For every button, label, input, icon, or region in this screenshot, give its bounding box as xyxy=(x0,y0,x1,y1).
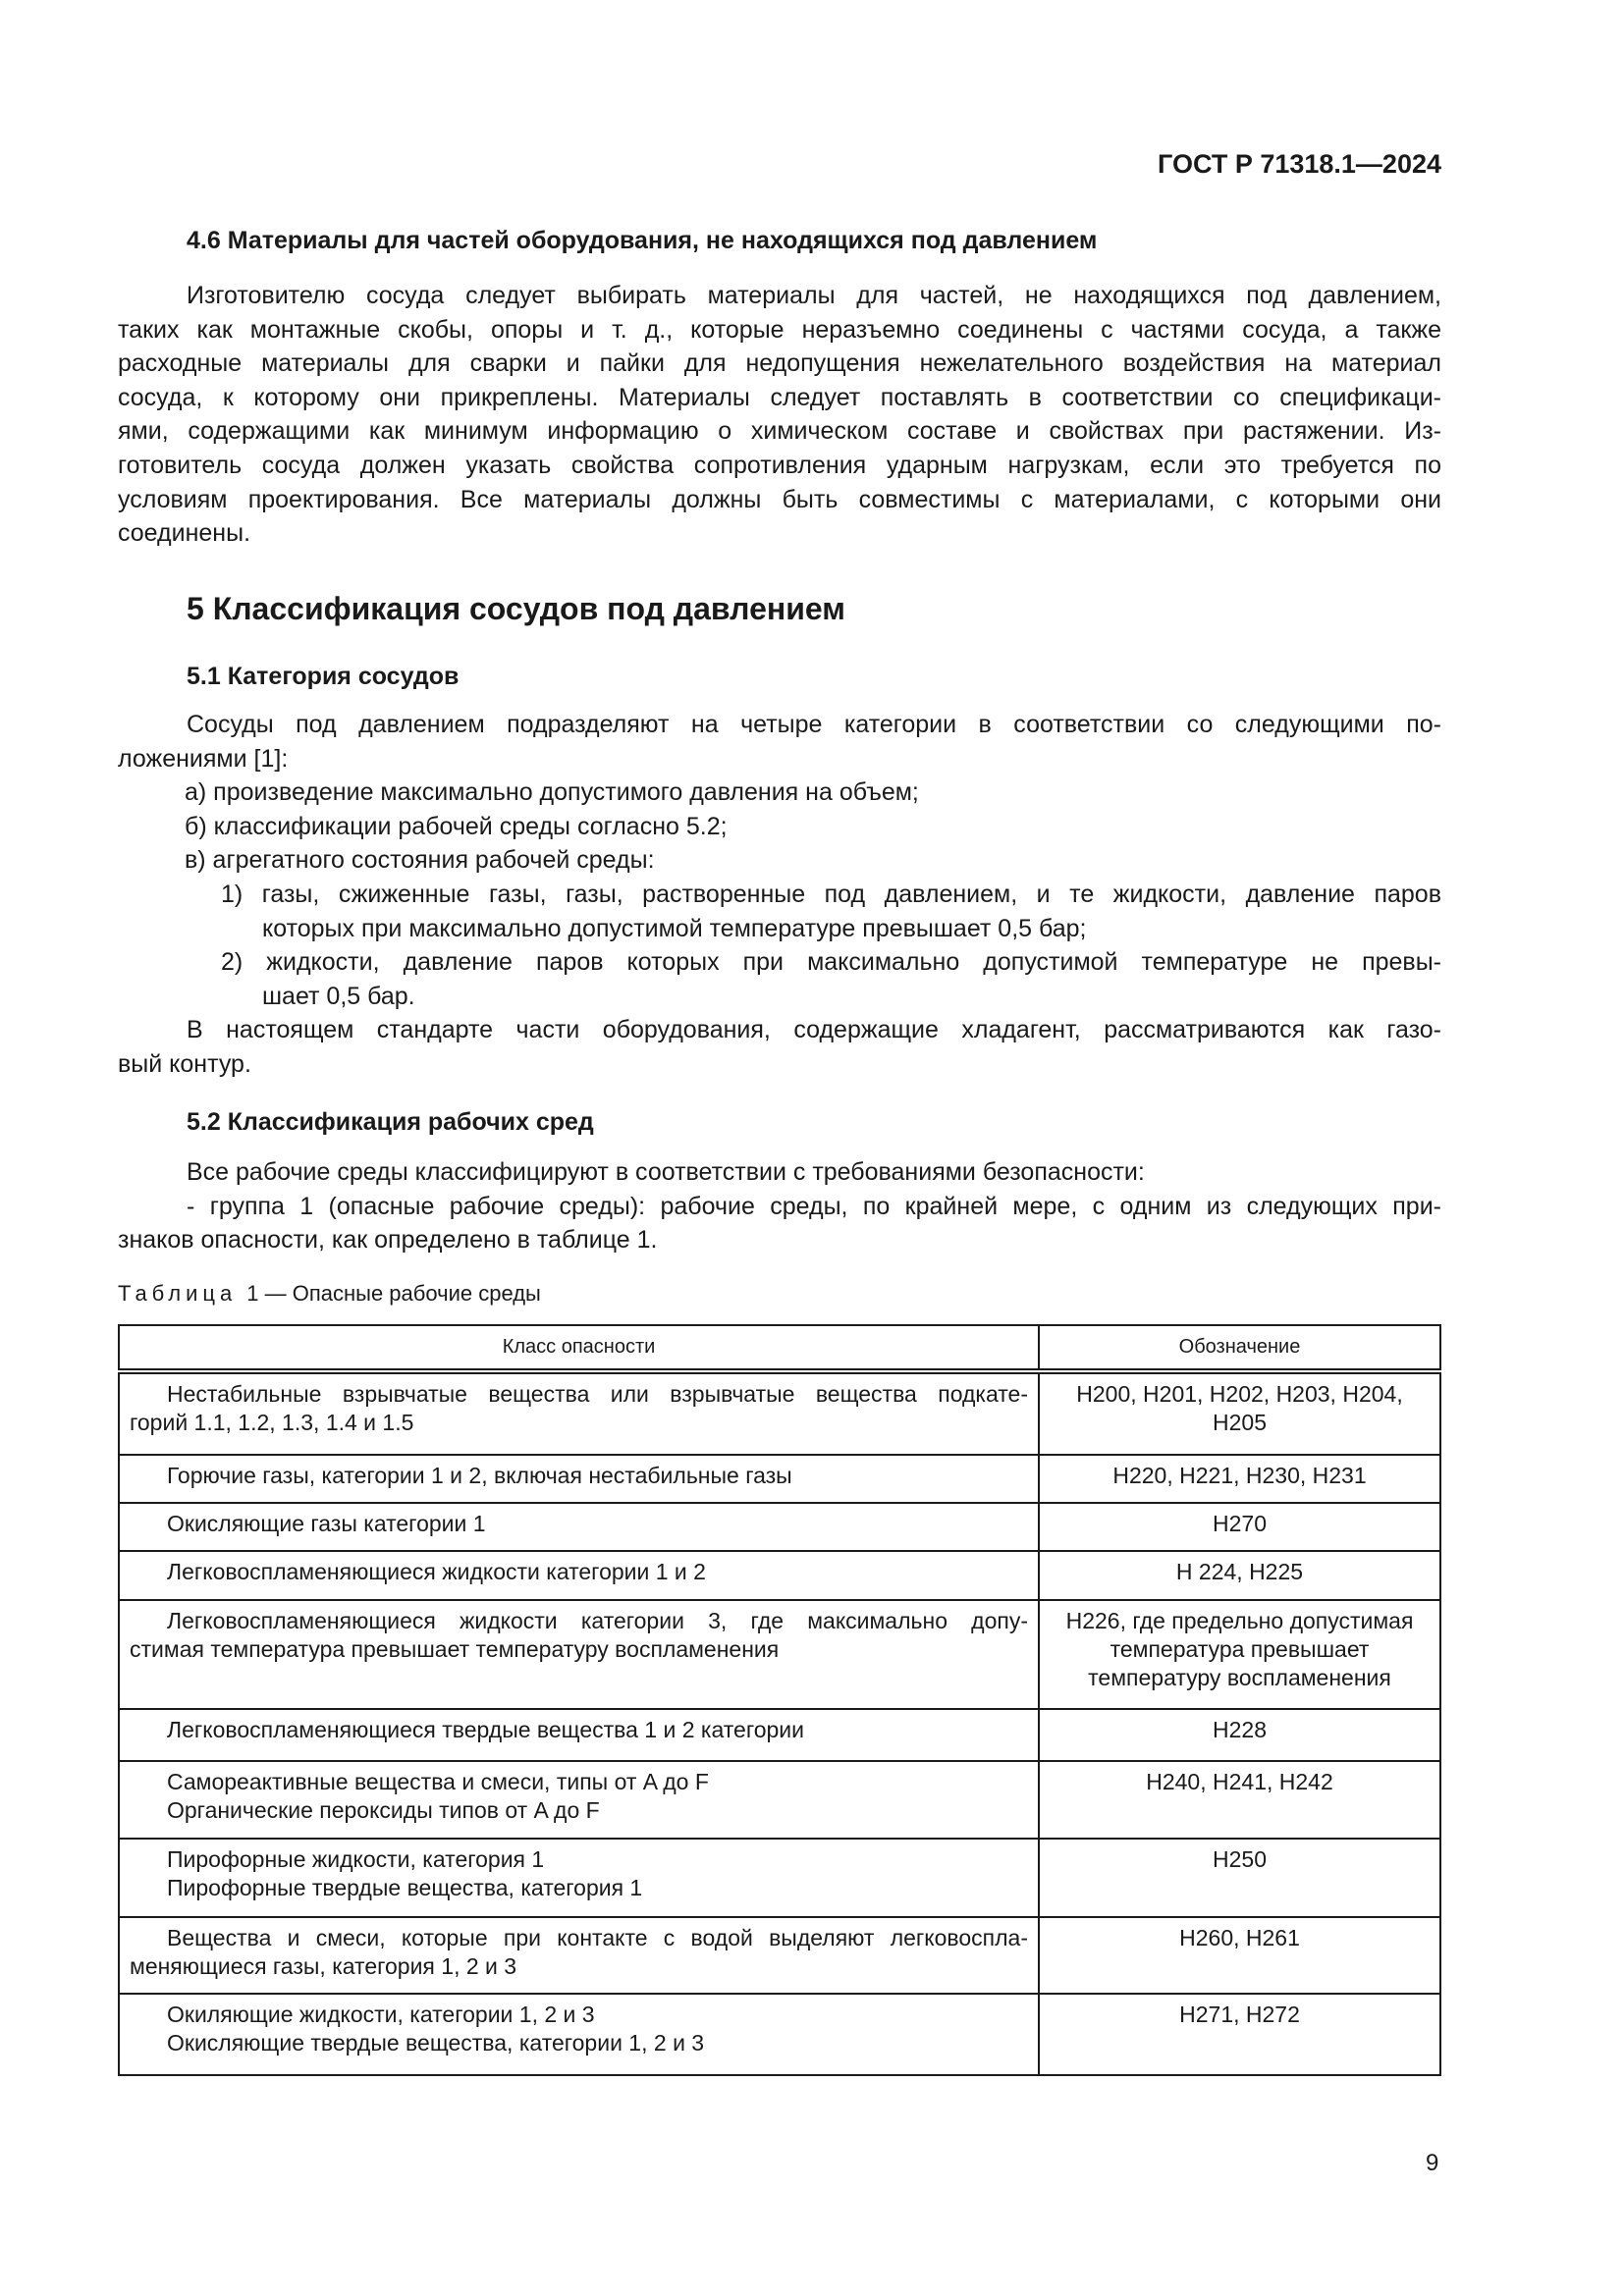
designation-cell xyxy=(1039,1600,1440,1709)
text-line: условиям проектирования. Все материалы должны быть совместимы с материалами, с которыми они xyxy=(118,485,1441,513)
designation-cell xyxy=(1039,1839,1440,1917)
cell-line: Окисляющие твердые вещества, категории 1, 2 и 3 xyxy=(167,2030,705,2056)
section-5-2-paragraph xyxy=(118,1155,1441,1257)
designation-cell xyxy=(1039,1994,1440,2075)
section-5-heading: 5 Классификация сосудов под давлением xyxy=(187,591,845,626)
table-caption xyxy=(118,1281,1441,1307)
cell-line: меняющиеся газы, категория 1, 2 и 3 xyxy=(130,1953,517,1979)
hazard-class-cell xyxy=(119,1917,1039,1994)
cell-line: H228 xyxy=(1213,1717,1267,1742)
hazard-table xyxy=(118,1324,1441,2076)
table-caption-title: 1 — Опасные рабочие среды xyxy=(246,1281,541,1306)
table-row xyxy=(119,1761,1440,1839)
section-4-6-paragraph xyxy=(118,279,1441,551)
cell-line: H200, H201, H202, H203, H204, xyxy=(1076,1381,1403,1407)
table-row xyxy=(119,1709,1440,1761)
cell-line: Вещества и смеси, которые при контакте с водой выделяют легковоспла- xyxy=(167,1925,1028,1950)
table-row xyxy=(119,1503,1440,1551)
table-row xyxy=(119,1371,1440,1455)
column-header-hazard-class: Класс опасности xyxy=(119,1325,1039,1371)
section-5-1-paragraph xyxy=(118,708,1441,1082)
cell-line: Пирофорные твердые вещества, категория 1 xyxy=(167,1875,643,1900)
hazard-class-cell xyxy=(119,1371,1039,1455)
hazard-class-cell xyxy=(119,1600,1039,1709)
cell-line: H270 xyxy=(1213,1511,1267,1536)
text-line: вый контур. xyxy=(118,1049,251,1078)
text-line: готовитель сосуда должен указать свойства сопротивления ударным нагрузкам, если это требуется по xyxy=(118,451,1441,479)
designation-cell xyxy=(1039,1503,1440,1551)
text-line: Сосуды под давлением подразделяют на четыре категории в соответствии со следующими по- xyxy=(187,711,1441,738)
hazard-class-cell xyxy=(119,1709,1039,1761)
cell-line: температура превышает xyxy=(1110,1636,1370,1662)
sub-list-item: 2) жидкости, давление паров которых при максимально допустимой температуре не превы- xyxy=(221,948,1441,977)
table-caption-label: Таблица xyxy=(118,1281,238,1306)
text-line: Изготовителю сосуда следует выбирать материалы для частей, не находящихся под давлением, xyxy=(187,282,1441,309)
cell-line: H 224, H225 xyxy=(1175,1559,1304,1584)
hazard-class-cell xyxy=(119,1994,1039,2075)
cell-line: H271, H272 xyxy=(1179,2002,1300,2027)
cell-line: H260, H261 xyxy=(1179,1925,1300,1950)
text-line: шает 0,5 бар. xyxy=(262,982,415,1010)
section-5-2-heading: 5.2 Классификация рабочих сред xyxy=(187,1108,594,1136)
cell-line: температуру воспламенения xyxy=(1088,1665,1391,1690)
list-item: б) классификации рабочей среды согласно 5.2; xyxy=(185,812,728,840)
cell-line: Легковоспламеняющиеся твердые вещества 1 и 2 категории xyxy=(167,1717,804,1742)
cell-line: горий 1.1, 1.2, 1.3, 1.4 и 1.5 xyxy=(130,1410,414,1435)
cell-line: Органические пероксиды типов от A до F xyxy=(167,1797,600,1823)
cell-line: H220, H221, H230, H231 xyxy=(1112,1463,1367,1488)
sub-list-item: 1) газы, сжиженные газы, газы, растворенные под давлением, и те жидкости, давление паров xyxy=(221,880,1441,908)
hazard-class-cell xyxy=(119,1455,1039,1503)
table-row xyxy=(119,1455,1440,1503)
page-number: 9 xyxy=(1426,2150,1439,2176)
list-item: а) произведение максимально допустимого давления на объем; xyxy=(185,778,919,807)
text-line: В настоящем стандарте части оборудования, содержащие хладагент, рассматриваются как газо- xyxy=(187,1016,1441,1044)
text-line: знаков опасности, как определено в таблице 1. xyxy=(118,1226,658,1255)
designation-cell xyxy=(1039,1709,1440,1761)
cell-line: H205 xyxy=(1213,1410,1267,1435)
table-row xyxy=(119,1994,1440,2075)
designation-cell xyxy=(1039,1371,1440,1455)
text-line: соединены. xyxy=(118,519,251,548)
table-row xyxy=(119,1839,1440,1917)
section-5-1-heading: 5.1 Категория сосудов xyxy=(187,663,460,690)
cell-line: H226, где предельно допустимая xyxy=(1065,1608,1414,1633)
cell-line: стимая температура превышает температуру воспламенения xyxy=(130,1636,780,1662)
cell-line: Легковоспламеняющиеся жидкости категории 1 и 2 xyxy=(167,1559,706,1584)
cell-line: Самореактивные вещества и смеси, типы от A до F xyxy=(167,1769,709,1794)
hazard-class-cell xyxy=(119,1761,1039,1839)
text-line: Все рабочие среды классифицируют в соответствии с требованиями безопасности: xyxy=(187,1158,1145,1186)
cell-line: H240, H241, H242 xyxy=(1146,1769,1333,1794)
text-line: расходные материалы для сварки и пайки для недопущения нежелательного воздействия на материал xyxy=(118,349,1441,378)
table-row xyxy=(119,1551,1440,1600)
designation-cell xyxy=(1039,1455,1440,1503)
text-line: сосуда, к которому они прикреплены. Материалы следует поставлять в соответствии со спецификаци- xyxy=(118,383,1441,411)
hazard-class-cell xyxy=(119,1839,1039,1917)
designation-cell xyxy=(1039,1917,1440,1994)
cell-line: Горючие газы, категории 1 и 2, включая нестабильные газы xyxy=(167,1463,792,1488)
cell-line: Пирофорные жидкости, категория 1 xyxy=(167,1846,545,1872)
text-line: таких как монтажные скобы, опоры и т. д., которые неразъемно соединены с частями сосуда, а также xyxy=(118,315,1441,344)
hazard-class-cell xyxy=(119,1551,1039,1600)
text-line: которых при максимально допустимой температуре превышает 0,5 бар; xyxy=(262,914,1087,942)
hazard-class-cell xyxy=(119,1503,1039,1551)
document-id: ГОСТ Р 71318.1—2024 xyxy=(1158,149,1441,179)
table-row xyxy=(119,1600,1440,1709)
cell-line: H250 xyxy=(1213,1846,1267,1872)
text-line: - группа 1 (опасные рабочие среды): рабочие среды, по крайней мере, с одним из следующих при- xyxy=(187,1192,1441,1220)
designation-cell xyxy=(1039,1551,1440,1600)
cell-line: Легковоспламеняющиеся жидкости категории 3, где максимально допу- xyxy=(167,1608,1028,1633)
cell-line: Окиляющие жидкости, категории 1, 2 и 3 xyxy=(167,2002,595,2027)
text-line: ями, содержащими как минимум информацию о химическом составе и свойствах при растяжении. Из- xyxy=(118,417,1441,446)
designation-cell xyxy=(1039,1761,1440,1839)
section-4-6-heading: 4.6 Материалы для частей оборудования, не находящихся под давлением xyxy=(187,227,1098,254)
table-row xyxy=(119,1917,1440,1994)
text-line: ложениями [1]: xyxy=(118,744,289,773)
cell-line: Нестабильные взрывчатые вещества или взрывчатые вещества подкате- xyxy=(167,1381,1028,1407)
table-header-row xyxy=(119,1325,1440,1371)
list-item: в) агрегатного состояния рабочей среды: xyxy=(185,846,655,875)
cell-line: Окисляющие газы категории 1 xyxy=(167,1511,486,1536)
column-header-designation: Обозначение xyxy=(1039,1325,1440,1371)
